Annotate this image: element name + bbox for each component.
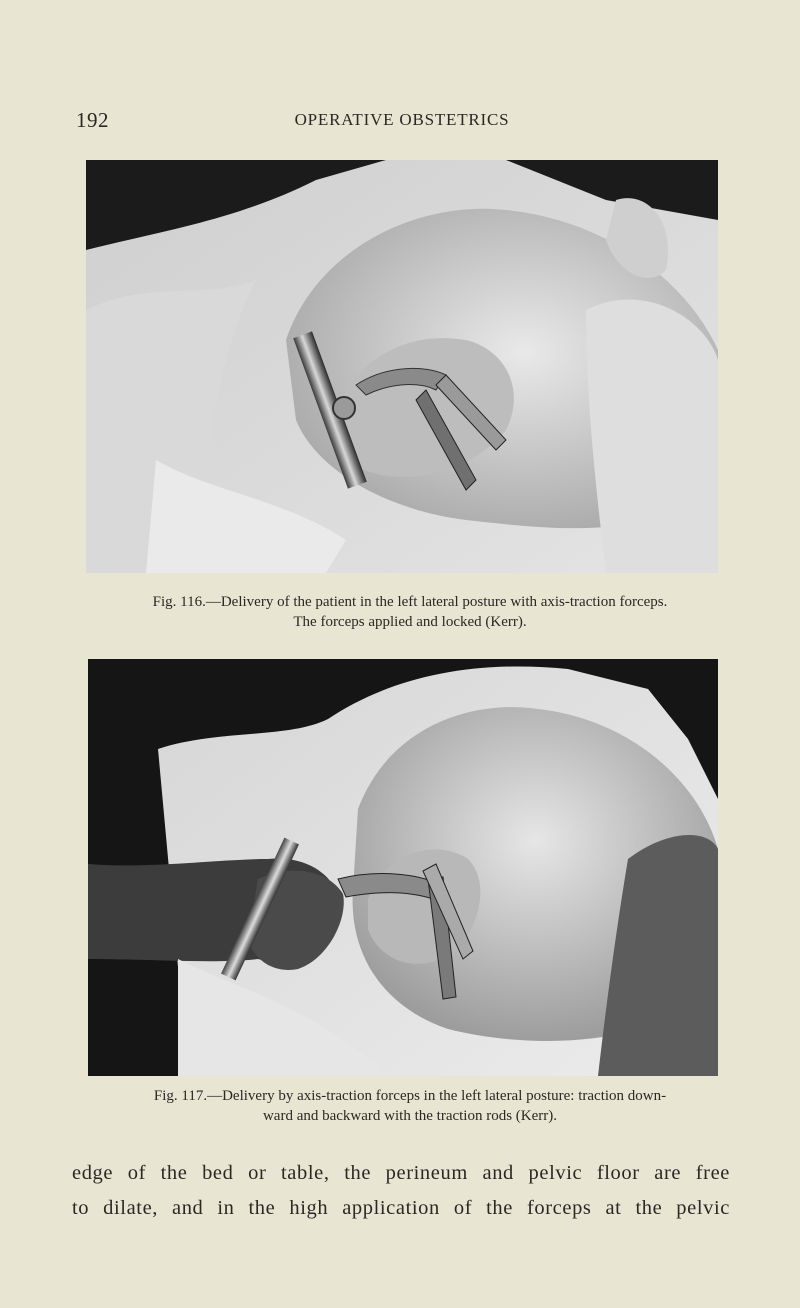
body-line-2: to dilate, and in the high application of the forceps at the pelvic: [72, 1197, 730, 1219]
page-number: 192: [76, 108, 109, 132]
figure-116-caption: [60, 592, 760, 632]
figure-116-illustration: [86, 160, 718, 573]
figure-116-caption-line-2: The forceps applied and locked (Kerr).: [293, 614, 527, 630]
figure-116-caption-line-1: Fig. 116.—Delivery of the patient in the left lateral posture with axis-traction forceps.: [152, 594, 668, 610]
body-paragraph: [72, 1156, 730, 1226]
figure-117-caption-line-2: ward and backward with the traction rods (Kerr).: [262, 1108, 558, 1124]
running-title: OPERATIVE OBSTETRICS: [294, 110, 510, 129]
figure-117-caption-line-1: Fig. 117.—Delivery by axis-traction forceps in the left lateral posture: traction down-: [153, 1088, 667, 1104]
figure-117-photo: [88, 659, 718, 1076]
figure-117-caption: [60, 1086, 760, 1126]
page-header: [72, 108, 732, 132]
body-line-1: edge of the bed or table, the perineum and pelvic floor are free: [72, 1162, 730, 1184]
figure-117-illustration: [88, 659, 718, 1076]
figure-116-photo: [86, 160, 718, 573]
